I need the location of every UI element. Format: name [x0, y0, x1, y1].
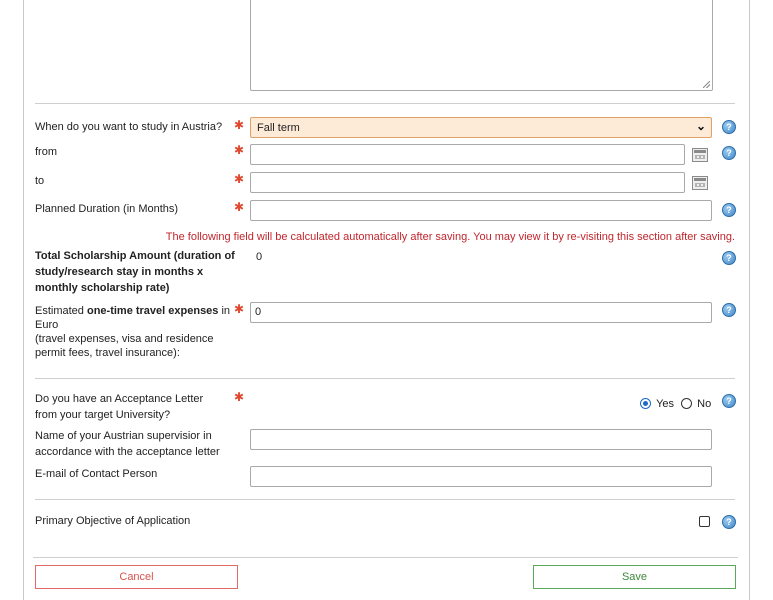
cancel-button-label: Cancel	[119, 571, 154, 583]
travel-label-text: in	[218, 305, 231, 317]
resize-handle-icon[interactable]	[703, 81, 710, 88]
chevron-down-icon: ⌄	[695, 119, 706, 133]
description-textarea[interactable]	[250, 0, 713, 91]
radio-no[interactable]	[681, 398, 692, 409]
travel-expenses-input[interactable]: 0	[250, 302, 712, 323]
travel-label-line: (travel expenses, visa and residence	[35, 333, 214, 345]
acceptance-radio-group	[640, 398, 711, 410]
help-icon[interactable]: ?	[722, 515, 736, 529]
total-amount-label-line: study/research stay in months x	[35, 266, 204, 278]
required-asterisk-icon: ✱	[234, 118, 245, 132]
divider	[35, 103, 735, 104]
help-icon[interactable]: ?	[722, 394, 736, 408]
contact-email-input[interactable]	[250, 466, 712, 487]
acceptance-label	[35, 393, 203, 422]
primary-objective-label: Primary Objective of Application	[35, 515, 191, 527]
help-icon[interactable]: ?	[722, 303, 736, 317]
total-amount-label	[35, 250, 235, 295]
to-date-input[interactable]	[250, 172, 685, 193]
primary-objective-checkbox[interactable]	[699, 516, 710, 527]
radio-no-label: No	[697, 398, 712, 410]
required-asterisk-icon: ✱	[234, 390, 245, 404]
help-icon[interactable]: ?	[722, 251, 736, 265]
required-asterisk-icon: ✱	[234, 172, 245, 186]
required-asterisk-icon: ✱	[234, 302, 245, 316]
from-date-input[interactable]	[250, 144, 685, 165]
travel-label-line: permit fees, travel insurance):	[35, 347, 180, 359]
travel-expenses-label	[35, 305, 230, 360]
supervisor-label-line: accordance with the acceptance letter	[35, 446, 220, 458]
total-amount-value: 0	[256, 251, 263, 263]
to-label: to	[35, 175, 45, 187]
help-icon[interactable]: ?	[722, 120, 736, 134]
travel-label-line: Euro	[35, 319, 59, 331]
help-icon[interactable]: ?	[722, 146, 736, 160]
supervisor-label	[35, 430, 220, 459]
travel-label-bold: one-time travel expenses	[86, 305, 219, 317]
radio-yes-label: Yes	[656, 398, 675, 410]
calendar-icon[interactable]	[692, 148, 708, 162]
travel-label-text: Estimated	[35, 305, 87, 317]
auto-calc-notice: The following field will be calculated automatically after saving. You may view it by re-visiting this section after saving.	[165, 231, 735, 243]
from-label: from	[35, 146, 57, 158]
divider	[35, 378, 735, 379]
acceptance-label-line: from your target University?	[35, 409, 171, 421]
study-when-select[interactable]	[250, 117, 712, 138]
required-asterisk-icon: ✱	[234, 143, 245, 157]
acceptance-label-line: Do you have an Acceptance Letter	[35, 393, 204, 405]
total-amount-label-line: Total Scholarship Amount (duration of	[35, 250, 235, 262]
required-asterisk-icon: ✱	[234, 200, 245, 214]
divider	[33, 557, 738, 558]
duration-label: Planned Duration (in Months)	[35, 203, 179, 215]
duration-input[interactable]	[250, 200, 712, 221]
cancel-button[interactable]	[35, 565, 238, 589]
divider	[35, 499, 735, 500]
save-button[interactable]	[533, 565, 736, 589]
calendar-icon[interactable]	[692, 176, 708, 190]
radio-yes[interactable]	[640, 398, 651, 409]
total-amount-label-line: monthly scholarship rate)	[35, 282, 170, 294]
help-icon[interactable]: ?	[722, 203, 736, 217]
supervisor-label-line: Name of your Austrian supervisior in	[35, 430, 212, 442]
contact-email-label: E-mail of Contact Person	[35, 468, 158, 480]
supervisor-input[interactable]	[250, 429, 712, 450]
save-button-label: Save	[621, 571, 648, 583]
study-when-label: When do you want to study in Austria?	[35, 121, 223, 133]
study-when-selected-value: Fall term	[257, 122, 300, 134]
